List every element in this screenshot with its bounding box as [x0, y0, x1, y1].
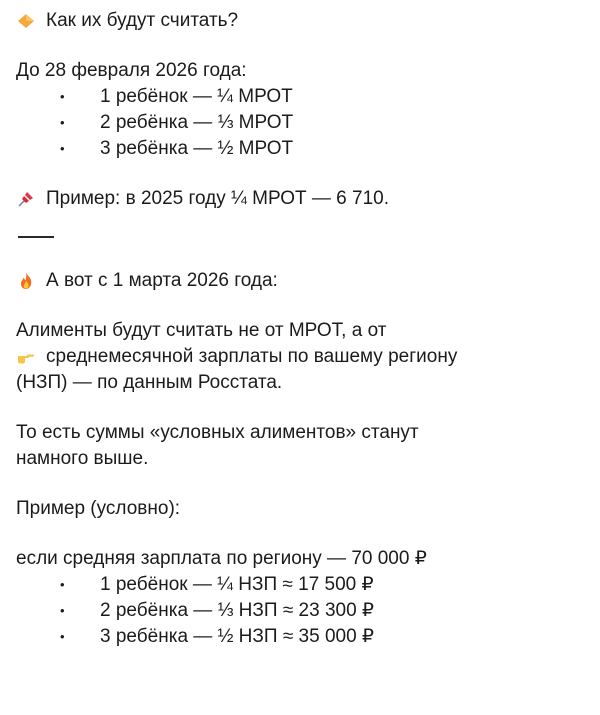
list-item: • 2 ребёнка — ⅓ НЗП ≈ 23 300 ₽ [16, 598, 586, 624]
fire-icon [16, 271, 36, 291]
section2-para1-line2 [16, 344, 586, 370]
section1-bullets [16, 84, 586, 162]
section2-para1-line1: Алименты будут считать не от МРОТ, а от [16, 319, 387, 341]
list-item: • 1 ребёнок — ¼ НЗП ≈ 17 500 ₽ [16, 572, 586, 598]
section2-heading [16, 268, 586, 294]
section1-example-text: Пример: в 2025 году ¼ МРОТ — 6 710. [46, 188, 390, 209]
section2-example-heading: Пример (условно): [16, 497, 181, 519]
orange-diamond-icon [16, 11, 36, 31]
section2-para1-line2-text: среднемесячной зарплаты по вашему региону [46, 345, 458, 367]
section1-heading-text: Как их будут считать? [46, 10, 239, 31]
section2-para1-line3: (НЗП) — по данным Росстата. [16, 371, 283, 393]
section2-heading-text: А вот с 1 марта 2026 года: [46, 269, 278, 291]
section2-bullets [16, 572, 586, 650]
list-item: • 3 ребёнка — ½ НЗП ≈ 35 000 ₽ [16, 624, 586, 650]
list-item: • 3 ребёнка — ½ МРОТ [16, 136, 586, 162]
section2-example-intro: если средняя зарплата по региону — 70 000 ₽ [16, 547, 427, 569]
section1-intro: До 28 февраля 2026 года: [16, 60, 247, 81]
pointing-hand-icon [16, 347, 36, 367]
section1-example [16, 186, 586, 212]
post-content [16, 8, 586, 650]
list-item: • 1 ребёнок — ¼ МРОТ [16, 84, 586, 110]
pushpin-icon [16, 189, 36, 209]
section1-heading [16, 8, 586, 34]
section2-para2-line1: То есть суммы «условных алиментов» станут [16, 421, 419, 443]
section2-para2-line2: намного выше. [16, 447, 149, 469]
list-item: • 2 ребёнка — ⅓ МРОТ [16, 110, 586, 136]
